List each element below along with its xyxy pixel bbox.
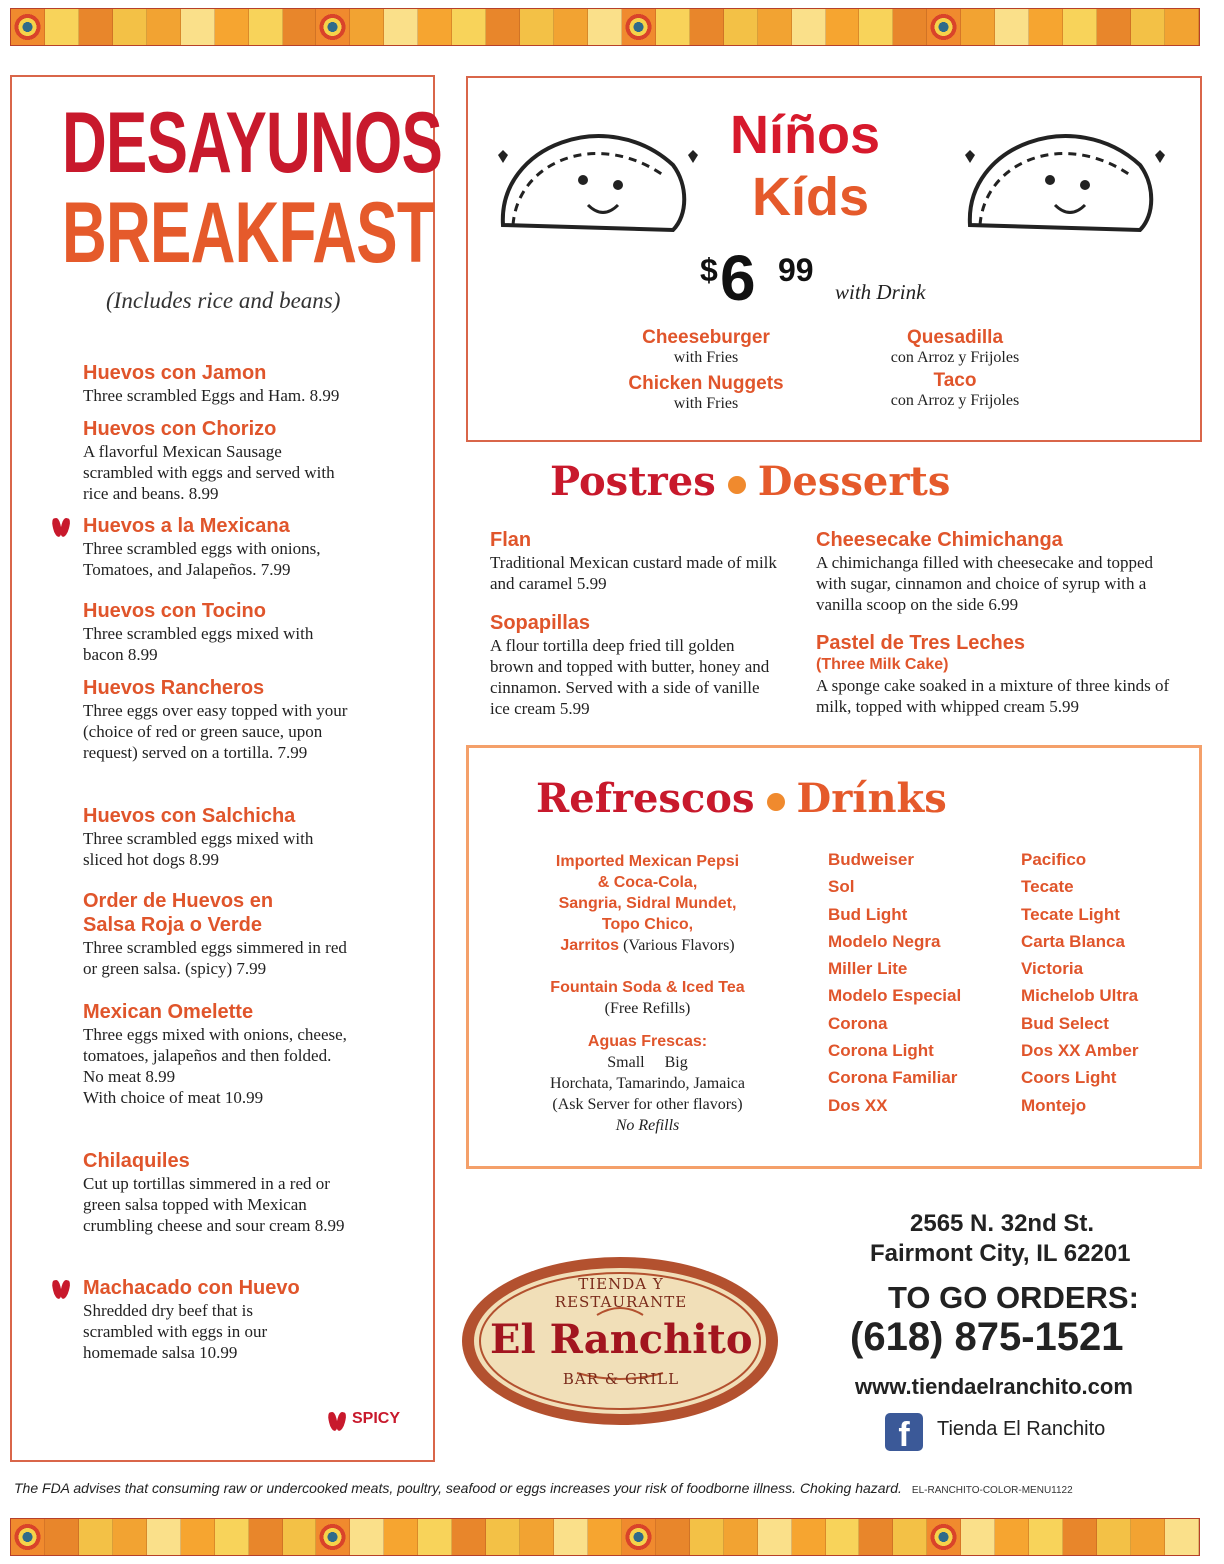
border-tile — [1165, 1519, 1199, 1555]
border-tile — [690, 9, 724, 45]
border-tile — [249, 1519, 283, 1555]
aguas-ask: (Ask Server for other flavors) — [552, 1096, 743, 1113]
breakfast-subtitle: (Includes rice and beans) — [106, 288, 341, 313]
border-tile — [1029, 9, 1063, 45]
beer-item: Budweiser — [828, 850, 914, 869]
kids-title-en: Kíds — [752, 167, 870, 227]
item-desc: con Arroz y Frijoles — [890, 392, 1020, 409]
border-tile — [859, 9, 893, 45]
menu-item — [83, 361, 383, 406]
beer-item: Corona Familiar — [828, 1068, 958, 1088]
item-desc: con Arroz y Frijoles — [890, 349, 1020, 366]
item-desc: Cut up tortillas simmered in a red or green salsa topped with Mexican crumbling cheese and sour cream 8.99 — [83, 1174, 345, 1235]
decorative-tile — [927, 9, 961, 45]
dessert-item — [490, 528, 790, 594]
item-name: Order de Huevos en Salsa Roja o Verde — [83, 890, 274, 936]
item-desc: A chimichanga filled with cheesecake and topped with sugar, cinnamon and choice of syrup with a vanilla scoop on the side 6.99 — [816, 553, 1154, 614]
aguas-sizes: Small Big — [607, 1054, 688, 1071]
aguas-refills: No Refills — [615, 1117, 680, 1134]
border-tile — [452, 9, 486, 45]
border-tile — [792, 9, 826, 45]
beer-item: Pacifico — [1021, 850, 1087, 869]
border-tile — [588, 1519, 622, 1555]
border-tile — [1063, 1519, 1097, 1555]
facebook-page-label[interactable]: Tienda El Ranchito — [937, 1418, 1106, 1440]
drink-line: Imported Mexican Pepsi — [555, 853, 740, 870]
item-desc: A sponge cake soaked in a mixture of three kinds of milk, topped with whipped cream 5.99 — [816, 676, 1170, 716]
beer-item: Dos XX — [828, 1095, 888, 1115]
menu-item — [83, 676, 383, 763]
drink-note: (Various Flavors) — [619, 937, 735, 954]
border-tile — [995, 9, 1029, 45]
kids-item — [870, 370, 1040, 410]
dessert-item — [816, 631, 1186, 717]
border-tile — [418, 9, 452, 45]
item-desc-with-meat: With choice of meat 10.99 — [83, 1088, 264, 1107]
address-city: Fairmont City, IL 62201 — [870, 1240, 1131, 1267]
beer-item: Sol — [828, 877, 855, 897]
border-tile — [1097, 9, 1131, 45]
item-desc: Traditional Mexican custard made of milk and caramel 5.99 — [490, 553, 777, 593]
beer-item: Bud Select — [1021, 1013, 1109, 1033]
kids-price-dollar: $ — [700, 252, 718, 288]
item-desc: Three scrambled eggs with onions, Tomatoes, and Jalapeños. 7.99 — [83, 539, 321, 579]
item-name: Huevos con Chorizo — [83, 418, 277, 440]
item-name: Huevos Rancheros — [83, 677, 265, 699]
kids-item — [870, 327, 1040, 367]
kids-item — [606, 327, 806, 367]
border-tile — [724, 1519, 758, 1555]
border-tile — [1165, 9, 1199, 45]
border-tile — [113, 1519, 147, 1555]
border-tile — [995, 1519, 1029, 1555]
item-name: Huevos con Jamon — [83, 362, 267, 384]
logo-name: El Ranchito — [490, 1316, 753, 1363]
item-name: Huevos a la Mexicana — [83, 515, 290, 537]
facebook-icon[interactable]: f — [885, 1413, 923, 1451]
border-tile — [1131, 1519, 1165, 1555]
kids-item — [606, 373, 806, 413]
border-tile — [249, 9, 283, 45]
bullet-dot-icon — [767, 793, 785, 811]
border-tile — [147, 1519, 181, 1555]
aguas-flavors: Horchata, Tamarindo, Jamaica — [550, 1075, 745, 1092]
item-name: Huevos con Salchicha — [83, 805, 296, 827]
decorative-tile — [11, 9, 45, 45]
item-desc-no-meat: No meat 8.99 — [83, 1067, 176, 1086]
border-tile — [79, 1519, 113, 1555]
beer-item: Dos XX Amber — [1021, 1041, 1139, 1061]
fountain-label: Fountain Soda & Iced Tea — [550, 979, 745, 996]
border-tile — [384, 9, 418, 45]
togo-label: TO GO ORDERS: — [888, 1280, 1139, 1315]
border-tile — [1063, 9, 1097, 45]
border-tile — [1131, 9, 1165, 45]
bullet-dot-icon — [728, 476, 746, 494]
border-tile — [1097, 1519, 1131, 1555]
fountain-note: (Free Refills) — [604, 1000, 691, 1017]
border-tile — [893, 1519, 927, 1555]
drink-line: Sangria, Sidral Mundet, — [558, 895, 737, 912]
border-tile — [181, 9, 215, 45]
drinks-title-es: Refrescos — [536, 775, 755, 822]
top-tile-border — [10, 8, 1200, 46]
drink-line: Topo Chico, — [601, 916, 694, 933]
border-tile — [724, 9, 758, 45]
decorative-tile — [622, 9, 656, 45]
border-tile — [826, 1519, 860, 1555]
border-tile — [656, 1519, 690, 1555]
item-name: Sopapillas — [490, 612, 591, 634]
border-tile — [588, 9, 622, 45]
border-tile — [215, 9, 249, 45]
beer-item: Corona Light — [828, 1041, 934, 1061]
logo-bottom-text: BAR & GRILL — [562, 1370, 680, 1388]
beer-item: Modelo Especial — [828, 986, 962, 1006]
border-tile — [758, 1519, 792, 1555]
beer-item: Miller Lite — [828, 959, 908, 979]
item-desc: Three scrambled eggs simmered in red or green salsa. (spicy) 7.99 — [83, 938, 347, 978]
border-tile — [283, 1519, 317, 1555]
border-tile — [350, 9, 384, 45]
menu-item — [83, 599, 383, 665]
breakfast-panel — [10, 75, 435, 1462]
soft-drinks-column — [515, 851, 780, 1136]
item-name: Pastel de Tres Leches — [816, 632, 1026, 654]
border-tile — [215, 1519, 249, 1555]
aguas-label: Aguas Frescas: — [587, 1033, 708, 1050]
breakfast-title-es: DESAYUNOS — [62, 95, 443, 191]
item-name: Cheesecake Chimichanga — [816, 529, 1063, 551]
beer-item: Corona — [828, 1013, 888, 1033]
border-tile — [826, 9, 860, 45]
drink-line: Jarritos — [560, 937, 620, 954]
dessert-item — [490, 611, 790, 719]
drinks-title — [536, 775, 947, 822]
item-desc: Three scrambled eggs mixed with bacon 8.99 — [83, 624, 314, 664]
beer-item: Michelob Ultra — [1021, 986, 1139, 1006]
menu-item — [83, 1000, 383, 1108]
fda-disclaimer — [14, 1480, 1073, 1496]
beer-item: Bud Light — [828, 904, 908, 924]
kids-price-note: with Drink — [835, 280, 926, 304]
dessert-item — [816, 528, 1186, 615]
border-tile — [656, 9, 690, 45]
decorative-tile — [622, 1519, 656, 1555]
border-tile — [554, 1519, 588, 1555]
kids-title-es: Níños — [730, 105, 881, 165]
desserts-title-es: Postres — [550, 458, 716, 505]
beer-list-1 — [828, 848, 961, 1121]
border-tile — [961, 1519, 995, 1555]
border-tile — [45, 9, 79, 45]
menu-item — [83, 1276, 383, 1363]
item-subname: (Three Milk Cake) — [816, 656, 949, 673]
menu-item — [83, 514, 383, 580]
beer-item: Tecate Light — [1021, 904, 1120, 924]
drinks-title-en: Drínks — [796, 775, 947, 822]
desserts-title — [550, 458, 950, 505]
border-tile — [486, 9, 520, 45]
decorative-tile — [316, 1519, 350, 1555]
spicy-legend: SPICY — [352, 1410, 401, 1427]
website-link[interactable]: www.tiendaelranchito.com — [855, 1374, 1133, 1399]
border-tile — [554, 9, 588, 45]
decorative-tile — [11, 1519, 45, 1555]
breakfast-title-en: BREAKFAST — [62, 185, 434, 281]
border-tile — [859, 1519, 893, 1555]
item-name: Taco — [933, 370, 977, 391]
beer-item: Carta Blanca — [1021, 931, 1125, 951]
border-tile — [792, 1519, 826, 1555]
border-tile — [384, 1519, 418, 1555]
beer-item: Coors Light — [1021, 1068, 1117, 1088]
decorative-tile — [927, 1519, 961, 1555]
item-name: Huevos con Tocino — [83, 600, 266, 622]
border-tile — [79, 9, 113, 45]
border-tile — [113, 9, 147, 45]
item-name: Cheeseburger — [642, 327, 770, 348]
beer-item: Victoria — [1021, 959, 1084, 979]
chili-pepper-icon — [52, 1277, 70, 1301]
border-tile — [147, 9, 181, 45]
border-tile — [961, 9, 995, 45]
border-tile — [520, 1519, 554, 1555]
menu-item — [83, 889, 383, 979]
item-desc: with Fries — [673, 349, 739, 366]
phone-number[interactable]: (618) 875-1521 — [850, 1315, 1124, 1359]
item-desc: A flour tortilla deep fried till golden brown and topped with butter, honey and cinnamon. Served with a side of vanille ice cream 5.99 — [490, 636, 770, 718]
taco-mascot-icon — [488, 105, 708, 250]
border-tile — [350, 1519, 384, 1555]
item-name: Flan — [490, 529, 532, 551]
desserts-title-en: Desserts — [757, 458, 951, 505]
item-desc: A flavorful Mexican Sausage scrambled with eggs and served with rice and beans. 8.99 — [83, 442, 335, 503]
decorative-tile — [316, 9, 350, 45]
item-name: Machacado con Huevo — [83, 1277, 300, 1299]
beer-item: Tecate — [1021, 877, 1074, 897]
border-tile — [181, 1519, 215, 1555]
border-tile — [45, 1519, 79, 1555]
border-tile — [520, 9, 554, 45]
border-tile — [452, 1519, 486, 1555]
beer-item: Montejo — [1021, 1095, 1087, 1115]
border-tile — [690, 1519, 724, 1555]
item-desc: Three scrambled eggs mixed with sliced hot dogs 8.99 — [83, 829, 314, 869]
item-desc: Three scrambled Eggs and Ham. 8.99 — [83, 386, 340, 405]
item-desc: Shredded dry beef that is scrambled with eggs in our homemade salsa 10.99 — [83, 1301, 268, 1362]
bottom-tile-border — [10, 1518, 1200, 1556]
item-name: Quesadilla — [906, 327, 1004, 348]
item-name: Mexican Omelette — [83, 1001, 254, 1023]
chili-pepper-icon — [328, 1409, 346, 1433]
border-tile — [418, 1519, 452, 1555]
kids-price-main: 6 — [720, 242, 756, 314]
kids-price-cents: 99 — [778, 252, 814, 288]
logo-top-text: TIENDA Y RESTAURANTE — [554, 1275, 688, 1311]
item-name: Chilaquiles — [83, 1150, 190, 1172]
beer-list-2 — [1021, 848, 1138, 1121]
border-tile — [1029, 1519, 1063, 1555]
menu-item — [83, 1149, 383, 1236]
beer-item: Modelo Negra — [828, 931, 941, 951]
address-street: 2565 N. 32nd St. — [910, 1210, 1095, 1237]
border-tile — [893, 9, 927, 45]
border-tile — [486, 1519, 520, 1555]
border-tile — [758, 9, 792, 45]
menu-code: EL-RANCHITO-COLOR-MENU1122 — [911, 1485, 1073, 1496]
border-tile — [283, 9, 317, 45]
item-desc: with Fries — [673, 395, 739, 412]
item-name: Chicken Nuggets — [628, 373, 784, 394]
menu-item — [83, 417, 383, 504]
chili-pepper-icon — [52, 515, 70, 539]
taco-mascot-icon — [955, 105, 1175, 250]
drink-line: & Coca-Cola, — [597, 874, 698, 891]
fda-text: The FDA advises that consuming raw or undercooked meats, poultry, seafood or eggs increases your risk of foodborne illness. Choking hazard. — [14, 1480, 902, 1496]
item-desc: Three eggs over easy topped with your (choice of red or green sauce, upon request) served on a tortilla. 7.99 — [83, 701, 348, 762]
item-desc: Three eggs mixed with onions, cheese, tomatoes, jalapeños and then folded. — [83, 1025, 347, 1065]
menu-item — [83, 804, 383, 870]
